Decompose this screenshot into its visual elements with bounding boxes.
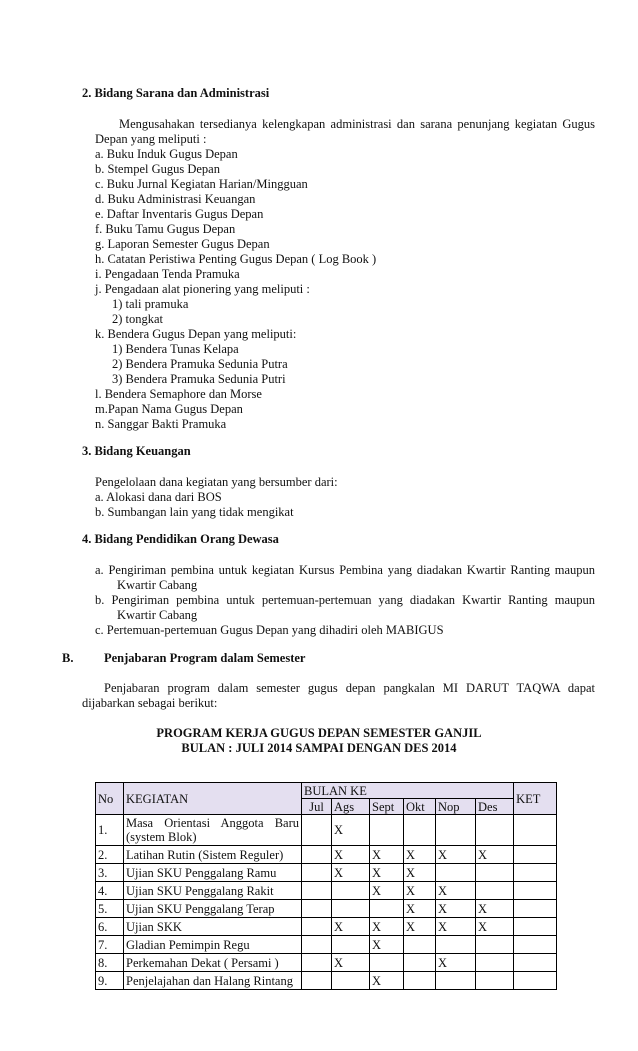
cell-month: X <box>370 918 404 936</box>
cell-ket <box>514 815 557 846</box>
cell-month: X <box>404 900 436 918</box>
cell-month: X <box>332 815 370 846</box>
list-item: c. Buku Jurnal Kegiatan Harian/Mingguan <box>95 177 308 191</box>
sub-list-item: 2) Bendera Pramuka Sedunia Putra <box>112 357 288 371</box>
cell-month <box>332 972 370 990</box>
list-item: c. Pertemuan-pertemuan Gugus Depan yang dihadiri oleh MABIGUS <box>95 623 444 637</box>
cell-month: X <box>332 846 370 864</box>
list-item: b. Pengiriman pembina untuk pertemuan-pertemuan yang diadakan Kwartir Ranting maupun <box>95 593 595 607</box>
cell-month <box>302 815 332 846</box>
cell-month: X <box>436 954 476 972</box>
cell-month <box>436 864 476 882</box>
list-item: d. Buku Administrasi Keuangan <box>95 192 256 206</box>
cell-kegiatan: Gladian Pemimpin Regu <box>124 936 302 954</box>
header-no: No <box>96 783 124 815</box>
cell-month <box>476 864 514 882</box>
cell-month <box>332 936 370 954</box>
cell-month: X <box>476 918 514 936</box>
cell-month <box>436 972 476 990</box>
table-row <box>96 918 557 936</box>
cell-no: 3. <box>96 864 124 882</box>
cell-month <box>476 972 514 990</box>
list-item: l. Bendera Semaphore dan Morse <box>95 387 262 401</box>
cell-no: 6. <box>96 918 124 936</box>
cell-month: X <box>404 864 436 882</box>
cell-month <box>332 900 370 918</box>
section-2-intro-line1: Mengusahakan tersedianya kelengkapan administrasi dan sarana penunjang kegiatan Gugus <box>119 117 595 131</box>
cell-month <box>476 882 514 900</box>
sub-list-item: 2) tongkat <box>112 312 164 326</box>
cell-month <box>370 900 404 918</box>
list-item-continuation: Kwartir Cabang <box>117 608 198 622</box>
table-row <box>96 815 557 846</box>
cell-month: X <box>476 846 514 864</box>
cell-month <box>404 815 436 846</box>
section-3-intro: Pengelolaan dana kegiatan yang bersumber dari: <box>95 475 338 489</box>
cell-kegiatan-line1: Masa Orientasi Anggota Baru <box>126 816 299 830</box>
section-b-heading: Penjabaran Program dalam Semester <box>104 651 306 665</box>
table-row <box>96 954 557 972</box>
cell-month: X <box>436 918 476 936</box>
section-b-para-line2: dijabarkan sebagai berikut: <box>82 696 218 710</box>
cell-ket <box>514 954 557 972</box>
cell-kegiatan: Ujian SKK <box>124 918 302 936</box>
table-row <box>96 846 557 864</box>
cell-month <box>476 936 514 954</box>
list-item: k. Bendera Gugus Depan yang meliputi: <box>95 327 297 341</box>
list-item: a. Buku Induk Gugus Depan <box>95 147 238 161</box>
list-item: b. Sumbangan lain yang tidak mengikat <box>95 505 294 519</box>
program-table <box>95 782 557 990</box>
table-row <box>96 864 557 882</box>
cell-month: X <box>404 918 436 936</box>
header-month: Ags <box>332 799 370 815</box>
cell-month <box>476 954 514 972</box>
cell-month: X <box>370 864 404 882</box>
list-item: a. Pengiriman pembina untuk kegiatan Kursus Pembina yang diadakan Kwartir Ranting maupun <box>95 563 595 577</box>
section-4-heading: 4. Bidang Pendidikan Orang Dewasa <box>82 532 279 546</box>
cell-ket <box>514 882 557 900</box>
sub-list-item: 1) tali pramuka <box>112 297 189 311</box>
list-item-continuation: Kwartir Cabang <box>117 578 198 592</box>
cell-month: X <box>404 882 436 900</box>
cell-month <box>404 954 436 972</box>
cell-month: X <box>332 918 370 936</box>
cell-kegiatan <box>124 815 302 846</box>
list-item: i. Pengadaan Tenda Pramuka <box>95 267 240 281</box>
cell-no: 8. <box>96 954 124 972</box>
cell-month <box>332 882 370 900</box>
cell-kegiatan: Ujian SKU Penggalang Terap <box>124 900 302 918</box>
cell-ket <box>514 918 557 936</box>
sub-list-item: 3) Bendera Pramuka Sedunia Putri <box>112 372 286 386</box>
list-item: a. Alokasi dana dari BOS <box>95 490 222 504</box>
table-row <box>96 936 557 954</box>
header-month: Nop <box>436 799 476 815</box>
cell-month: X <box>436 846 476 864</box>
cell-no: 9. <box>96 972 124 990</box>
cell-ket <box>514 846 557 864</box>
cell-no: 1. <box>96 815 124 846</box>
cell-month <box>436 936 476 954</box>
cell-month: X <box>436 900 476 918</box>
table-row <box>96 882 557 900</box>
section-b-para-line1: Penjabaran program dalam semester gugus depan pangkalan MI DARUT TAQWA dapat <box>104 681 595 695</box>
cell-month <box>302 900 332 918</box>
cell-month <box>436 815 476 846</box>
cell-month <box>404 972 436 990</box>
cell-month: X <box>476 900 514 918</box>
cell-kegiatan: Latihan Rutin (Sistem Reguler) <box>124 846 302 864</box>
cell-no: 5. <box>96 900 124 918</box>
program-subtitle: BULAN : JULI 2014 SAMPAI DENGAN DES 2014 <box>181 741 457 755</box>
cell-kegiatan: Perkemahan Dekat ( Persami ) <box>124 954 302 972</box>
cell-month <box>476 815 514 846</box>
cell-ket <box>514 900 557 918</box>
cell-month: X <box>332 864 370 882</box>
cell-month <box>302 954 332 972</box>
program-title: PROGRAM KERJA GUGUS DEPAN SEMESTER GANJIL <box>156 726 482 740</box>
section-2-heading: 2. Bidang Sarana dan Administrasi <box>82 86 270 100</box>
header-ket: KET <box>514 783 557 815</box>
cell-no: 2. <box>96 846 124 864</box>
list-item: e. Daftar Inventaris Gugus Depan <box>95 207 264 221</box>
header-bulan: BULAN KE <box>302 783 514 799</box>
table-row <box>96 972 557 990</box>
cell-no: 7. <box>96 936 124 954</box>
cell-kegiatan-line2: (system Blok) <box>126 830 197 844</box>
section-3-heading: 3. Bidang Keuangan <box>82 444 191 458</box>
cell-month: X <box>332 954 370 972</box>
list-item: b. Stempel Gugus Depan <box>95 162 220 176</box>
cell-month <box>302 918 332 936</box>
list-item: m.Papan Nama Gugus Depan <box>95 402 243 416</box>
list-item: j. Pengadaan alat pionering yang meliputi : <box>95 282 310 296</box>
cell-ket <box>514 864 557 882</box>
cell-month <box>370 815 404 846</box>
cell-month <box>302 882 332 900</box>
cell-month <box>302 846 332 864</box>
list-item: g. Laporan Semester Gugus Depan <box>95 237 270 251</box>
sub-list-item: 1) Bendera Tunas Kelapa <box>112 342 239 356</box>
cell-month: X <box>370 972 404 990</box>
header-kegiatan: KEGIATAN <box>124 783 302 815</box>
cell-ket <box>514 936 557 954</box>
cell-month: X <box>370 936 404 954</box>
cell-month <box>302 972 332 990</box>
section-2-intro-line2: Depan yang meliputi : <box>95 132 207 146</box>
list-item: h. Catatan Peristiwa Penting Gugus Depan ( Log Book ) <box>95 252 377 266</box>
table-row <box>96 900 557 918</box>
list-item: f. Buku Tamu Gugus Depan <box>95 222 236 236</box>
cell-ket <box>514 972 557 990</box>
list-item: n. Sanggar Bakti Pramuka <box>95 417 227 431</box>
header-month: Okt <box>404 799 436 815</box>
header-month: Sept <box>370 799 404 815</box>
cell-month <box>302 864 332 882</box>
cell-kegiatan: Ujian SKU Penggalang Rakit <box>124 882 302 900</box>
header-month: Jul <box>302 799 332 815</box>
cell-kegiatan: Penjelajahan dan Halang Rintang <box>124 972 302 990</box>
cell-month <box>404 936 436 954</box>
header-month: Des <box>476 799 514 815</box>
cell-no: 4. <box>96 882 124 900</box>
cell-month: X <box>370 882 404 900</box>
section-b-letter: B. <box>62 651 74 665</box>
cell-month <box>302 936 332 954</box>
cell-month <box>370 954 404 972</box>
cell-month: X <box>404 846 436 864</box>
cell-kegiatan: Ujian SKU Penggalang Ramu <box>124 864 302 882</box>
cell-month: X <box>370 846 404 864</box>
cell-month: X <box>436 882 476 900</box>
